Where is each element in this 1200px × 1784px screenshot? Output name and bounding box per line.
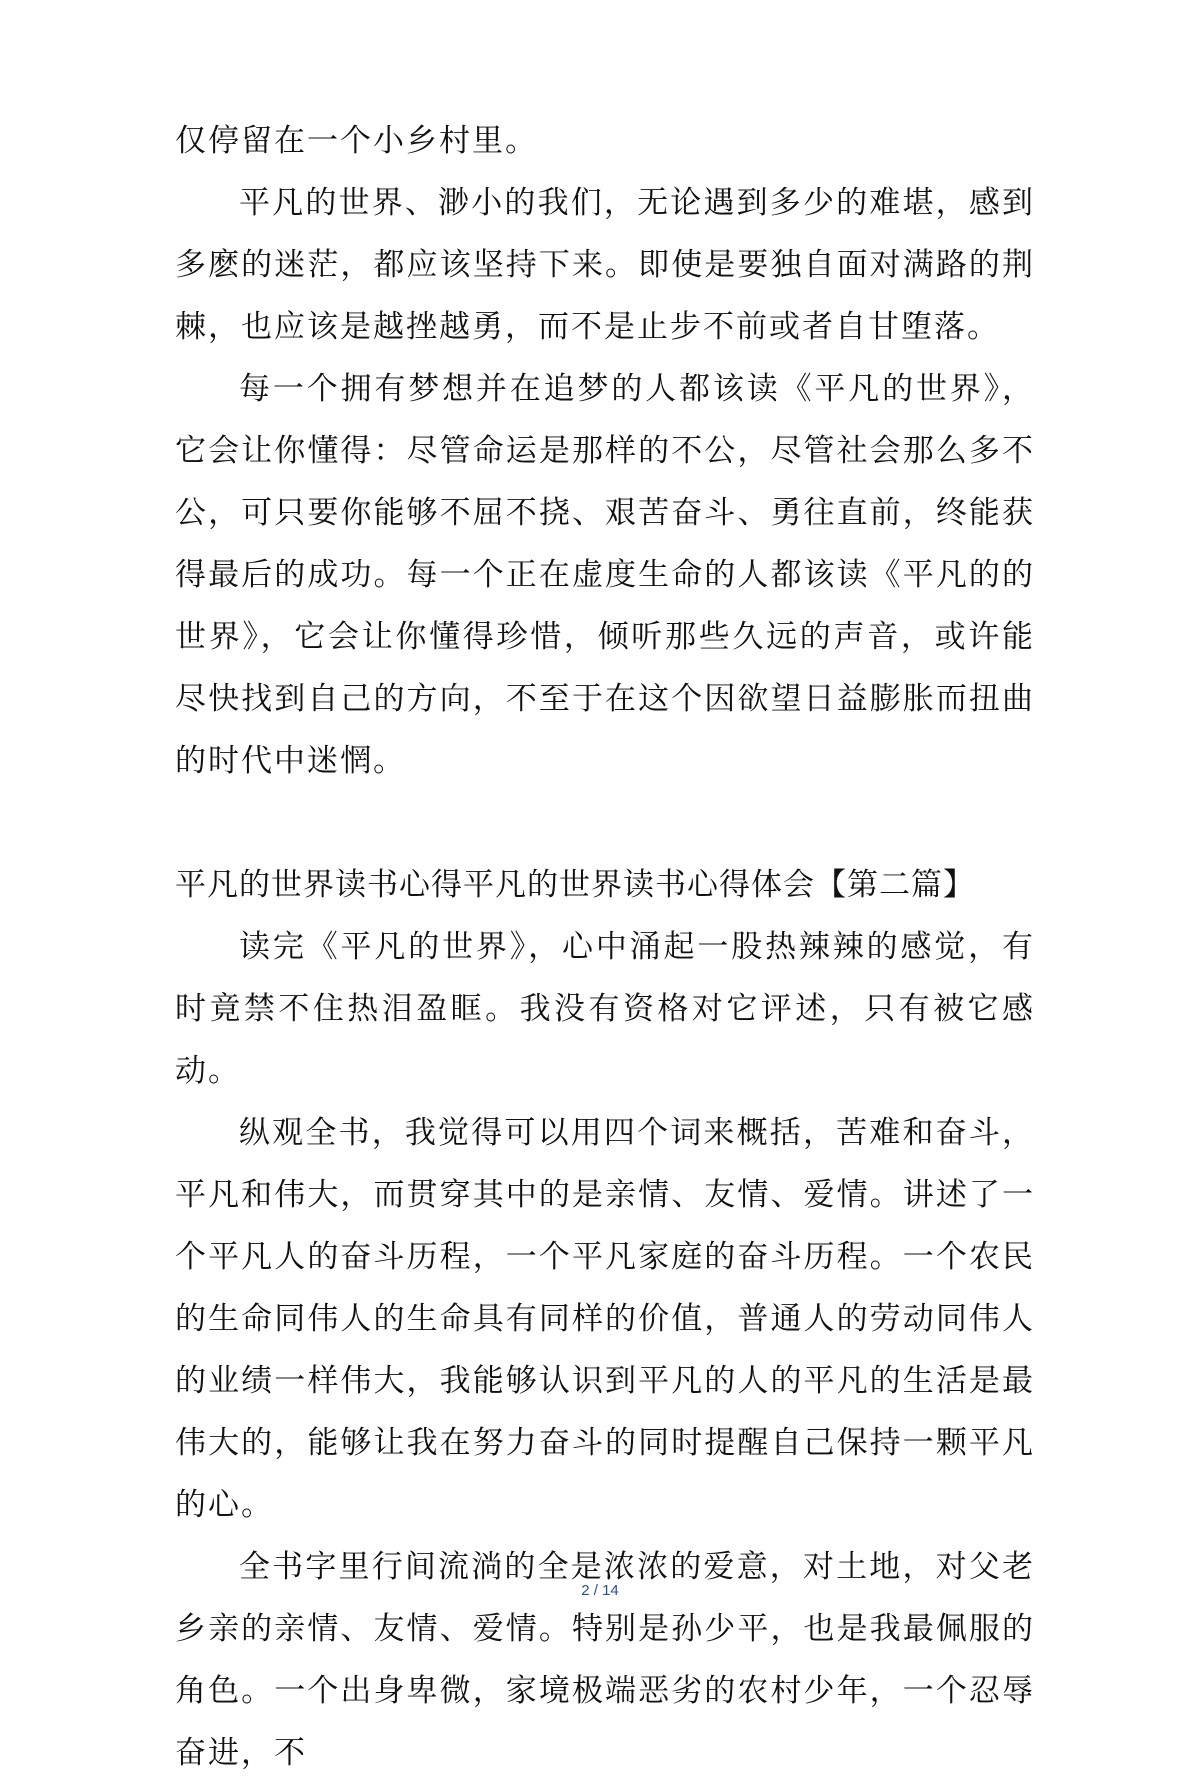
paragraph-continuation: 仅停留在一个小乡村里。 [175, 123, 538, 159]
section-heading: 平凡的世界读书心得平凡的世界读书心得体会【第二篇】 [175, 867, 975, 903]
paragraph-ordinary-world: 平凡的世界、渺小的我们，无论遇到多少的难堪，感到多麽的迷茫，都应该坚持下来。即使是要独自面对满路的荆棘，也应该是越挫越勇，而不是止步不前或者自甘堕落。 [175, 185, 1035, 345]
paragraph-after-reading: 读完《平凡的世界》，心中涌起一股热辣辣的感觉，有时竟禁不住热泪盈眶。我没有资格对它评述，只有被它感动。 [175, 929, 1035, 1089]
paragraph-overview: 纵观全书，我觉得可以用四个词来概括，苦难和奋斗，平凡和伟大，而贯穿其中的是亲情、友情、爱情。讲述了一个平凡人的奋斗历程，一个平凡家庭的奋斗历程。一个农民的生命同伟人的生命具有同样的价值，普通人的劳动同伟人的业绩一样伟大，我能够认识到平凡的人的平凡的生活是最伟大的，能够让我在努力奋斗的同时提醒自己保持一颗平凡的心。 [175, 1115, 1035, 1523]
page-number: 2 / 14 [581, 1582, 619, 1599]
paragraph-love: 全书字里行间流淌的全是浓浓的爱意，对土地，对父老乡亲的亲情、友情、爱情。特别是孙少平，也是我最佩服的角色。一个出身卑微，家境极端恶劣的农村少年，一个忍辱奋进，不 [175, 1549, 1035, 1771]
paragraph-dream-chasers: 每一个拥有梦想并在追梦的人都该读《平凡的世界》，它会让你懂得：尽管命运是那样的不公，尽管社会那么多不公，可只要你能够不屈不挠、艰苦奋斗、勇往直前，终能获得最后的成功。每一个正在虚度生命的人都该读《平凡的的世界》，它会让你懂得珍惜，倾听那些久远的声音，或许能尽快找到自己的方向，不至于在这个因欲望日益膨胀而扭曲的时代中迷惘。 [175, 371, 1035, 779]
document-body [175, 110, 1035, 1784]
